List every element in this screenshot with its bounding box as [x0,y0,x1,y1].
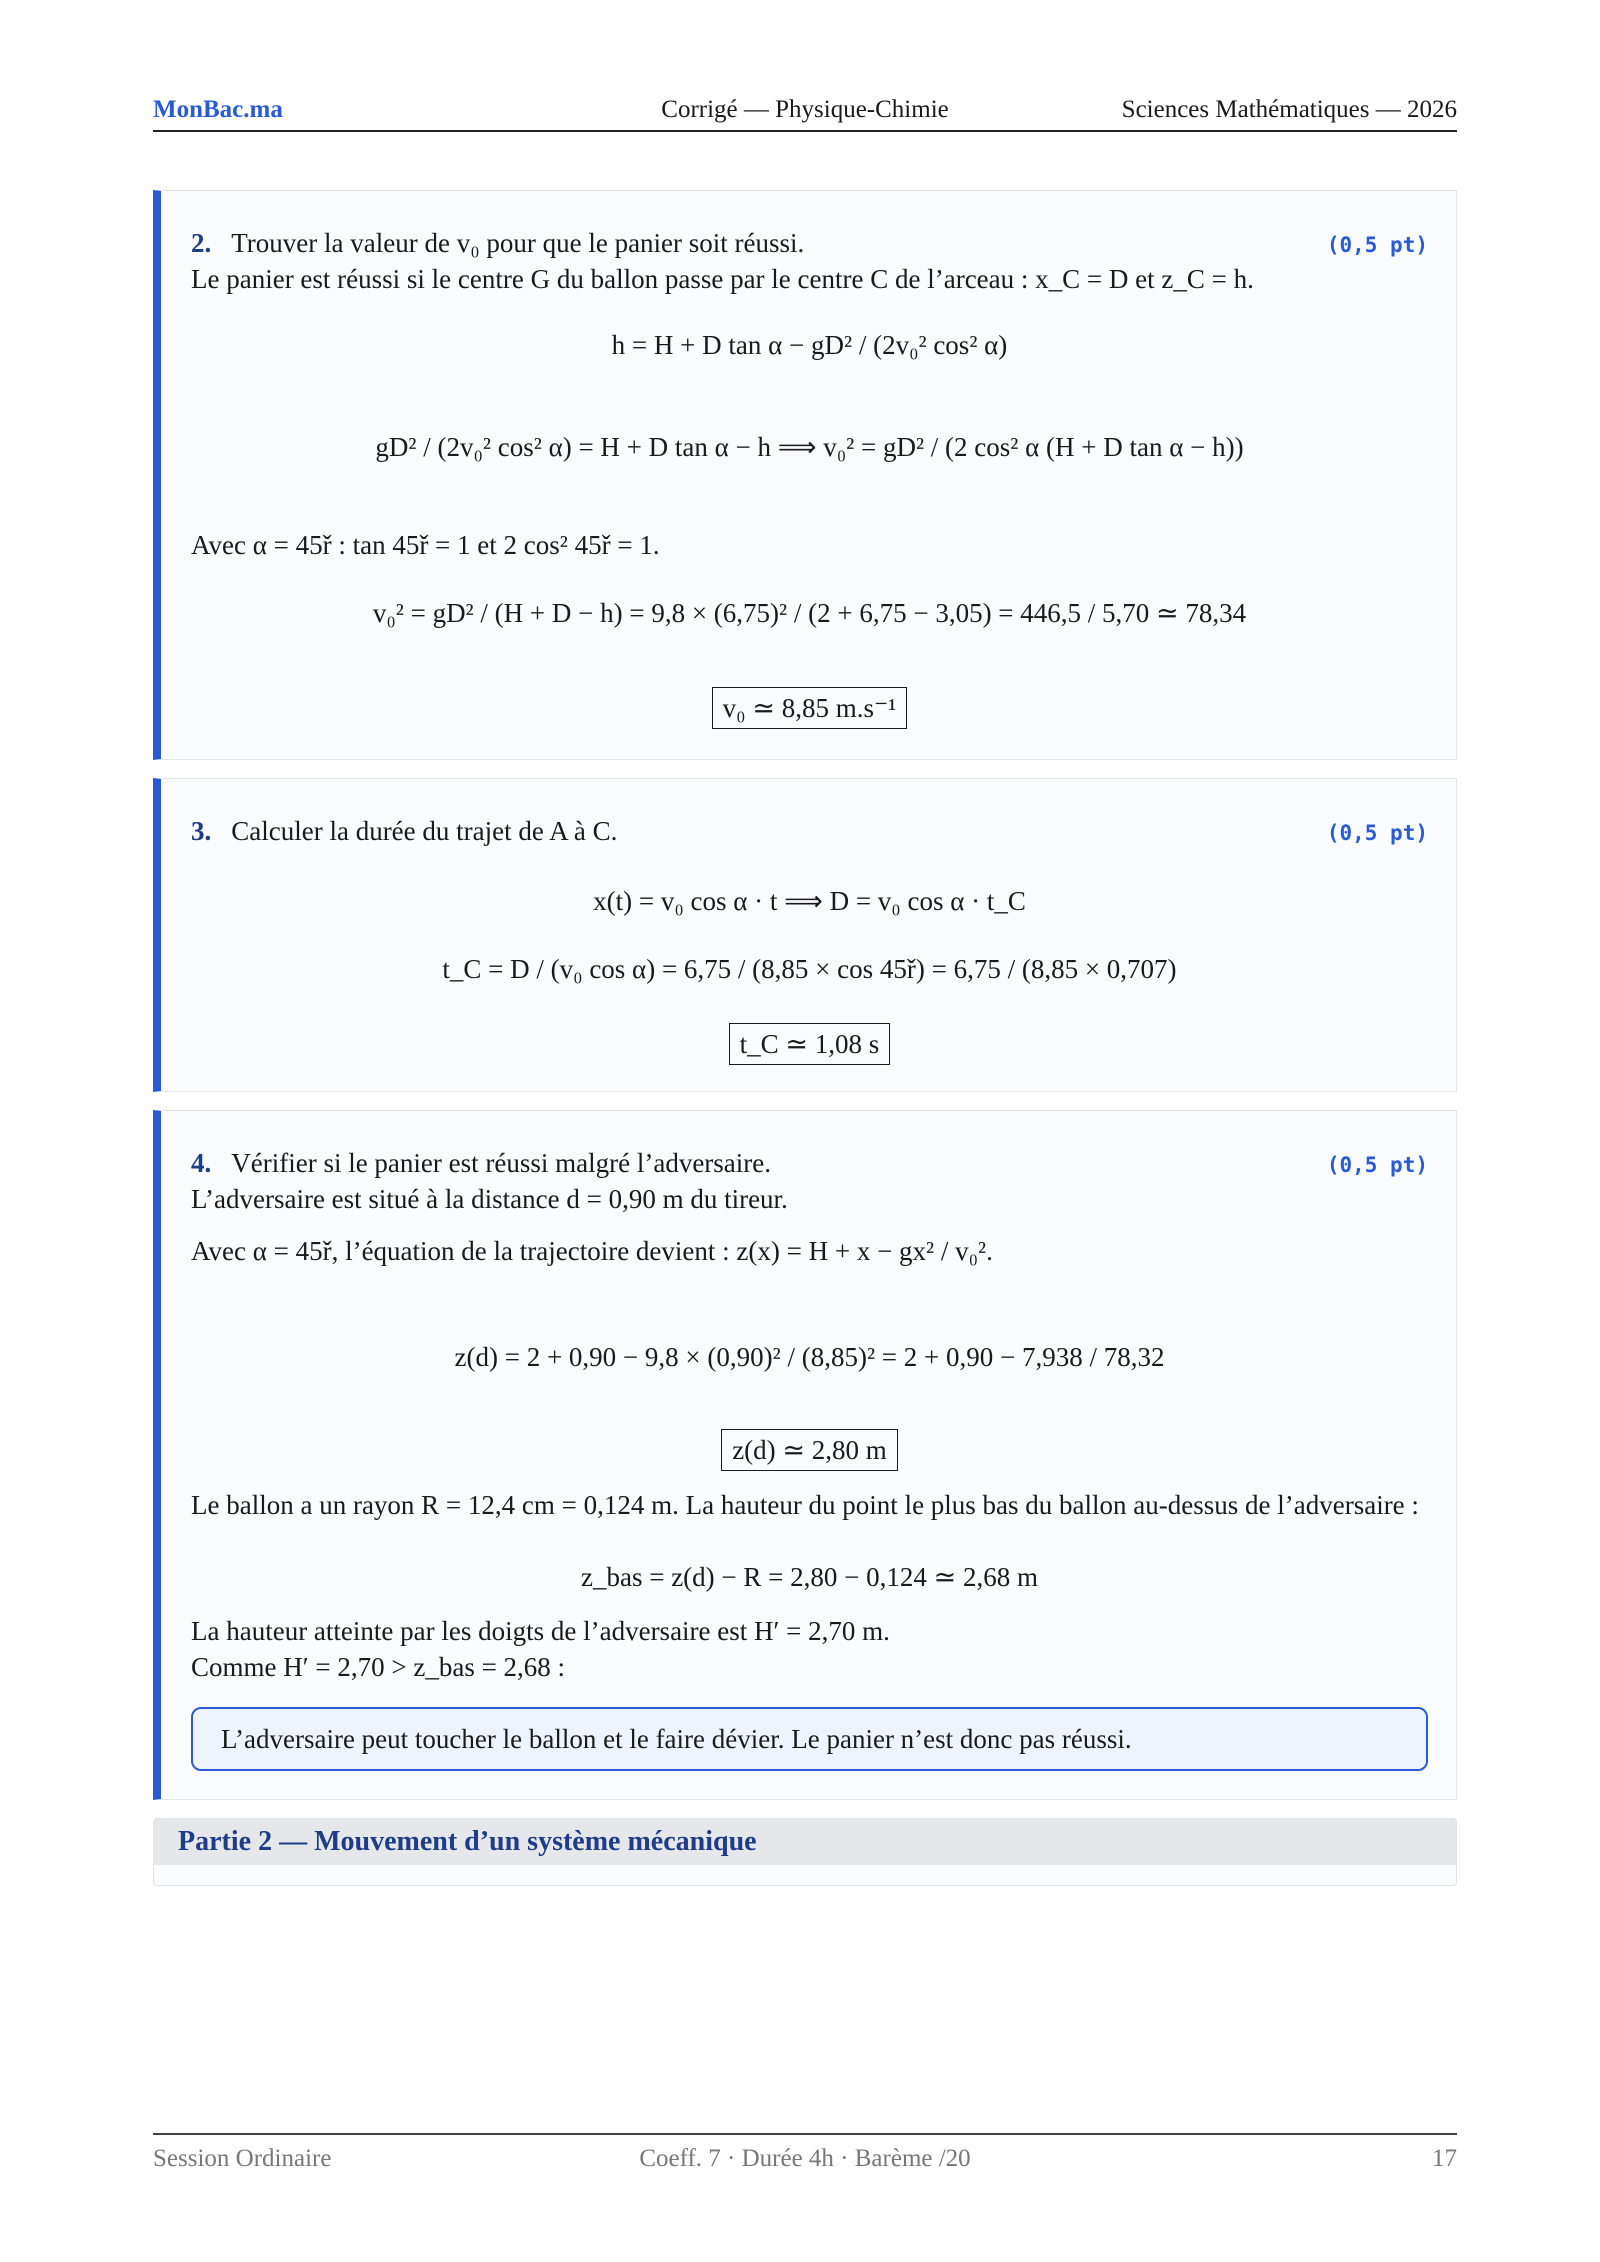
points-badge: (0,5 pt) [1326,821,1428,845]
equation-zbas: z_bas = z(d) − R = 2,80 − 0,124 ≃ 2,68 m [581,1562,1038,1592]
question-2-intro: Le panier est réussi si le centre G du ballon passe par le centre C de l’arceau : x_C = D et z_C = h. [191,264,1254,294]
points-badge: (0,5 pt) [1326,233,1428,257]
header-track: Sciences Mathématiques — 2026 [1121,96,1458,123]
question-4-line1: L’adversaire est situé à la distance d = 0,90 m du tireur. [191,1184,788,1214]
equation-trajectory: h = H + D tan α − gD² / (2v₀² cos² α) [611,330,1008,360]
question-4-para1: Le ballon a un rayon R = 12,4 cm = 0,124 m. La hauteur du point le plus bas du ballon au-dessus de l’adversaire : [191,1490,1419,1520]
equation-xt: x(t) = v₀ cos α · t ⟹ D = v₀ cos α · t_C [593,886,1026,916]
equation-tc: t_C = D / (v₀ cos α) = 6,75 / (8,85 × cos 45ř) = 6,75 / (8,85 × 0,707) [442,954,1177,984]
equation-v0-squared: gD² / (2v₀² cos² α) = H + D tan α − h ⟹ v₀² = gD² / (2 cos² α (H + D tan α − h)) [375,432,1244,462]
result-zd: z(d) ≃ 2,80 m [721,1429,898,1471]
footer-info: Coeff. 7 · Durée 4h · Barème /20 [639,2145,971,2172]
footer-session: Session Ordinaire [153,2145,332,2172]
question-4-para3: Comme H′ = 2,70 > z_bas = 2,68 : [191,1652,566,1682]
part-2-title: Partie 2 — Mouvement d’un système mécanique [154,1819,1456,1865]
question-2-card [153,190,1457,760]
result-v0: v₀ ≃ 8,85 m.s⁻¹ [712,687,908,729]
question-2-header [191,225,1428,263]
question-3-header [191,813,1428,851]
brand-link[interactable]: MonBac.ma [153,96,283,123]
question-number: 3. [191,816,212,846]
question-4-card [153,1110,1457,1800]
question-4-para2: La hauteur atteinte par les doigts de l’adversaire est H′ = 2,70 m. [191,1616,890,1646]
question-3-card [153,778,1457,1092]
question-title: Vérifier si le panier est réussi malgré l’adversaire. [231,1148,772,1178]
result-tc: t_C ≃ 1,08 s [729,1023,891,1065]
part-2-section [153,1818,1457,1886]
page-header [153,88,1457,132]
question-title: Calculer la durée du trajet de A à C. [231,816,618,846]
question-4-line2: Avec α = 45ř, l’équation de la trajectoire devient : z(x) = H + x − gx² / v₀². [191,1236,993,1266]
header-subject: Corrigé — Physique-Chimie [661,96,949,123]
conclusion-box [191,1707,1428,1771]
question-title: Trouver la valeur de v₀ pour que le panier soit réussi. [231,228,805,258]
question-number: 4. [191,1148,212,1178]
conclusion-text: L’adversaire peut toucher le ballon et le faire dévier. Le panier n’est donc pas réussi. [221,1724,1132,1754]
question-2-avec: Avec α = 45ř : tan 45ř = 1 et 2 cos² 45ř = 1. [191,530,660,560]
equation-zd: z(d) = 2 + 0,90 − 9,8 × (0,90)² / (8,85)² = 2 + 0,90 − 7,938 / 78,32 [454,1342,1165,1372]
page-footer [153,2133,1457,2173]
equation-v0-numeric: v₀² = gD² / (H + D − h) = 9,8 × (6,75)² / (2 + 6,75 − 3,05) = 446,5 / 5,70 ≃ 78,34 [372,598,1247,628]
page-number: 17 [1432,2145,1458,2172]
points-badge: (0,5 pt) [1326,1153,1428,1177]
question-number: 2. [191,228,212,258]
question-4-header [191,1145,1428,1183]
